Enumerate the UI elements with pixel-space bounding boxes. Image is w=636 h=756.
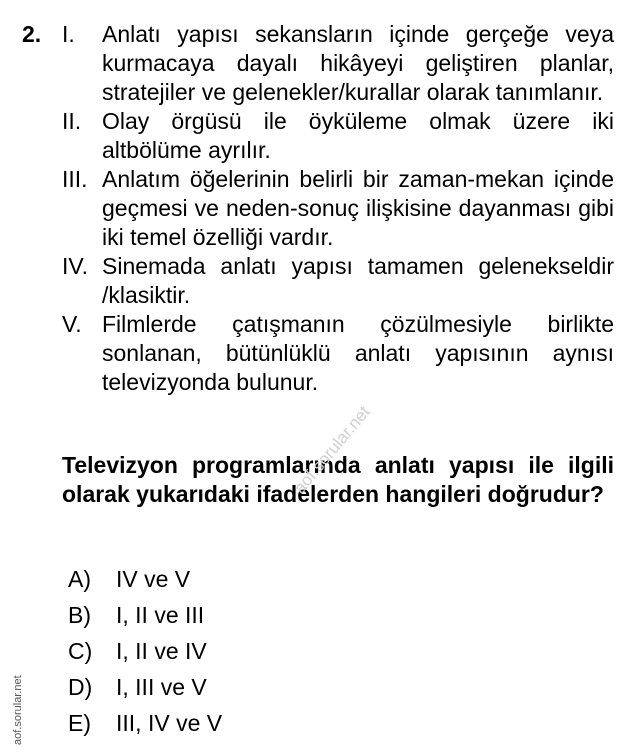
option-text: I, II ve IV	[116, 638, 207, 664]
statement-item	[62, 310, 614, 397]
option-text: I, III ve V	[116, 674, 207, 700]
statement-item	[62, 20, 614, 107]
statement-item	[62, 252, 614, 310]
statement-text: Sinemada anlatı yapısı tamamen gelenekseldir /klasiktir.	[102, 253, 614, 308]
statement-item	[62, 165, 614, 252]
diagonal-watermark: aof.sorular.net	[290, 402, 374, 498]
answer-option-e[interactable]	[68, 705, 222, 741]
answer-option-d[interactable]	[68, 669, 222, 705]
statement-item	[62, 107, 614, 165]
statement-text: Anlatı yapısı sekansların içinde gerçeğe veya kurmacaya dayalı hikâyeyi geliştiren planlar, stratejiler ve gelenekler/kurallar olarak tanımlanır.	[102, 21, 614, 105]
answer-options	[68, 561, 222, 741]
statement-text: Olay örgüsü ile öyküleme olmak üzere iki altbölüme ayrılır.	[102, 108, 614, 163]
option-letter: B)	[68, 602, 91, 628]
option-text: I, II ve III	[116, 602, 205, 628]
question-number: 2.	[22, 21, 42, 47]
answer-option-a[interactable]	[68, 561, 222, 597]
statement-numeral: V.	[62, 311, 82, 337]
option-letter: E)	[68, 710, 91, 736]
option-letter: A)	[68, 566, 91, 592]
statement-numeral: III.	[62, 166, 88, 192]
question-prompt: Televizyon programlarında anlatı yapısı ile ilgili olarak yukarıdaki ifadelerden hangileri doğrudur?	[62, 452, 614, 507]
option-letter: C)	[68, 638, 93, 664]
side-watermark: aof.sorular.net	[12, 675, 24, 745]
statement-text: Filmlerde çatışmanın çözülmesiyle birlikte sonlanan, bütünlüklü anlatı yapısının aynısı televizyonda bulunur.	[102, 311, 614, 395]
statement-list	[62, 20, 614, 397]
option-text: IV ve V	[116, 566, 191, 592]
option-text: III, IV ve V	[116, 710, 223, 736]
option-letter: D)	[68, 674, 93, 700]
answer-option-c[interactable]	[68, 633, 222, 669]
statement-numeral: IV.	[62, 253, 89, 279]
statement-numeral: II.	[62, 108, 82, 134]
statement-text: Anlatım öğelerinin belirli bir zaman-mekan içinde geçmesi ve neden-sonuç ilişkisine dayanması gibi iki temel özelliği vardır.	[102, 166, 614, 250]
answer-option-b[interactable]	[68, 597, 222, 633]
statement-numeral: I.	[62, 21, 75, 47]
